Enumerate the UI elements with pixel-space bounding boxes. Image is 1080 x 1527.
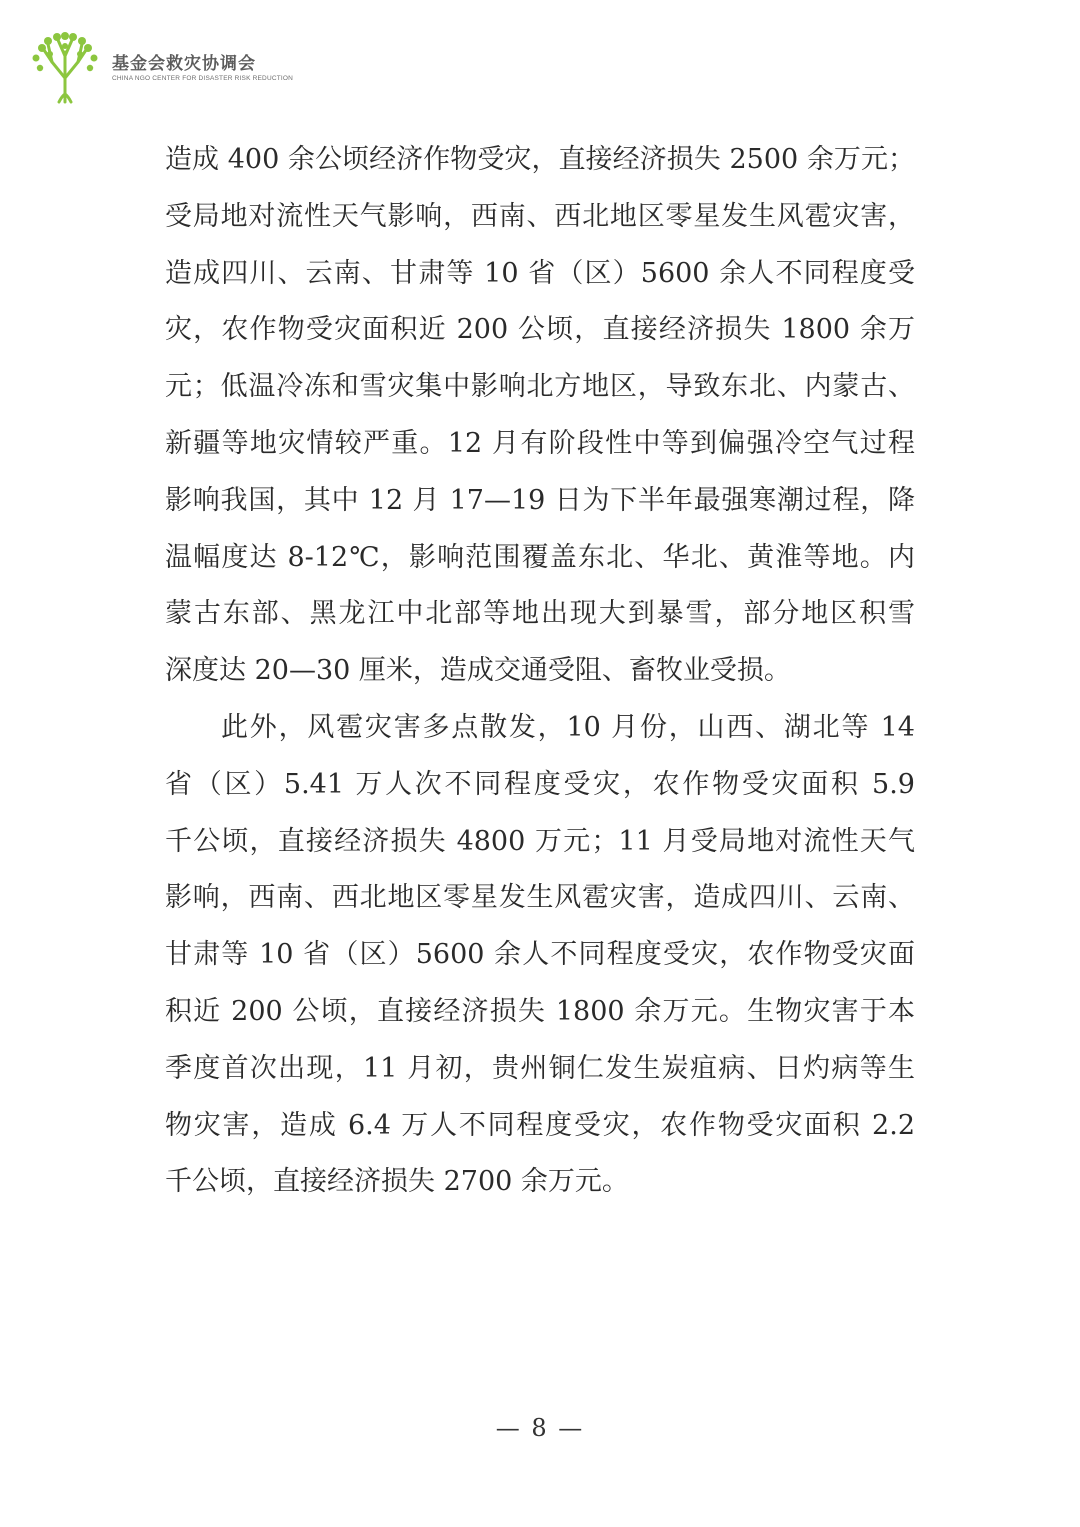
paragraph-2 (165, 700, 915, 1211)
text-line: 蒙古东部、黑龙江中北部等地出现大到暴雪，部分地区积雪 (165, 598, 915, 630)
text-line: 温幅度达 8-12℃，影响范围覆盖东北、华北、黄淮等地。内 (165, 541, 915, 573)
text-line: 灾，农作物受灾面积近 200 公顷，直接经济损失 1800 余万 (165, 314, 915, 346)
text-line: 省（区）5.41 万人次不同程度受灾，农作物受灾面积 5.9 (165, 768, 915, 800)
text-line: 深度达 20—30 厘米，造成交通受阻、畜牧业受损。 (165, 655, 791, 687)
text-line: 造成四川、云南、甘肃等 10 省（区）5600 余人不同程度受 (165, 257, 915, 289)
text-line: 受局地对流性天气影响，西南、西北地区零星发生风雹灾害， (165, 200, 915, 232)
document-body (165, 132, 915, 1211)
org-logo-text (112, 54, 293, 83)
text-line: 元；低温冷冻和雪灾集中影响北方地区，导致东北、内蒙古、 (165, 371, 915, 403)
paragraph-1 (165, 132, 915, 700)
text-line: 千公顷，直接经济损失 2700 余万元。 (165, 1166, 629, 1198)
org-subtitle: CHINA NGO CENTER FOR DISASTER RISK REDUCTION (112, 74, 294, 82)
text-line: 影响我国，其中 12 月 17—19 日为下半年最强寒潮过程，降 (165, 484, 915, 516)
text-line: 物灾害，造成 6.4 万人不同程度受灾，农作物受灾面积 2.2 (165, 1109, 915, 1141)
text-line: 影响，西南、西北地区零星发生风雹灾害，造成四川、云南、 (165, 882, 915, 914)
text-line: 此外，风雹灾害多点散发，10 月份，山西、湖北等 14 (221, 711, 915, 743)
text-line: 季度首次出现，11 月初，贵州铜仁发生炭疽病、日灼病等生 (165, 1052, 915, 1084)
page-header (26, 32, 293, 104)
org-name: 基金会救灾协调会 (112, 53, 256, 74)
text-line: 新疆等地灾情较严重。12 月有阶段性中等到偏强冷空气过程 (165, 427, 915, 459)
tree-icon (26, 32, 104, 104)
text-line: 造成 400 余公顷经济作物受灾，直接经济损失 2500 余万元； (165, 144, 915, 175)
page-number: — 8 — (495, 1414, 585, 1442)
text-line: 甘肃等 10 省（区）5600 余人不同程度受灾，农作物受灾面 (165, 939, 915, 971)
text-line: 积近 200 公顷，直接经济损失 1800 余万元。生物灾害于本 (165, 995, 915, 1027)
text-line: 千公顷，直接经济损失 4800 万元；11 月受局地对流性天气 (165, 825, 915, 857)
